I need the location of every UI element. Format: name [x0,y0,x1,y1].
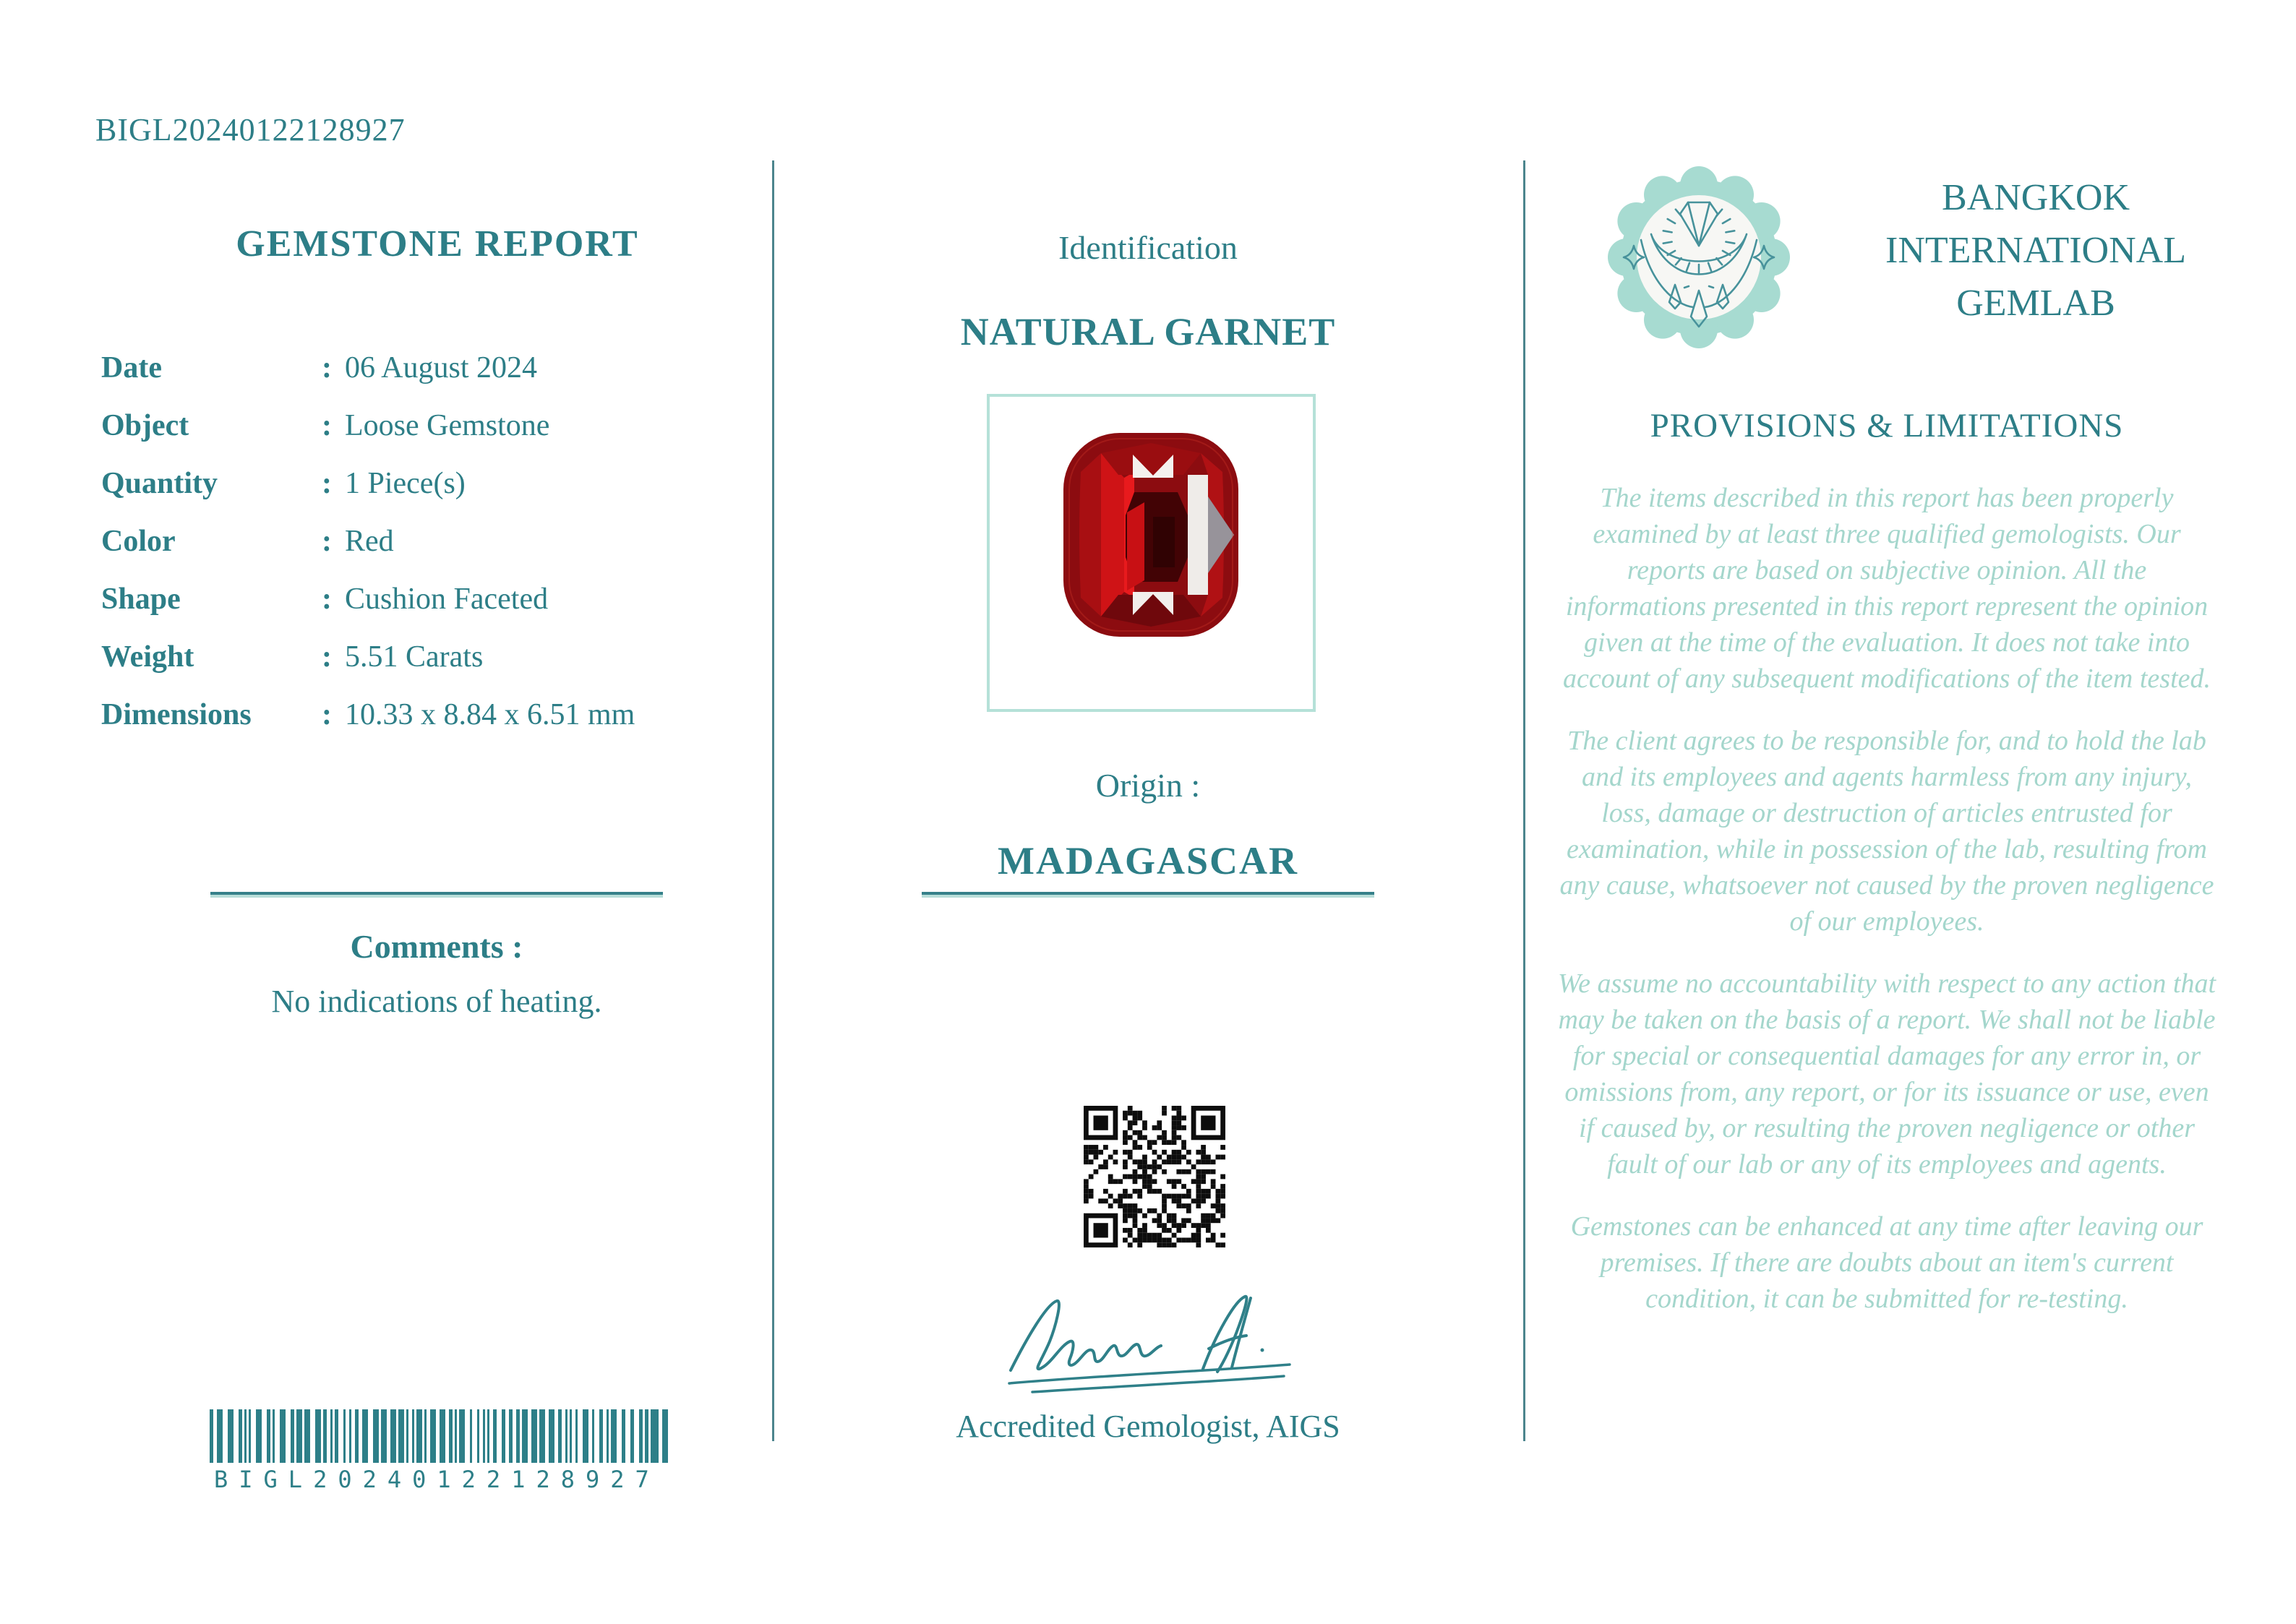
field-colon: : [322,698,332,731]
barcode-text: BIGL20240122128927 [214,1466,660,1493]
field-value: 5.51 Carats [345,640,484,674]
detail-row-weight [101,628,766,686]
field-colon: : [322,467,332,500]
lab-name-line: GEMLAB [1956,283,2115,324]
lab-name-line: BANGKOK [1942,177,2130,218]
lab-name [1851,171,2221,330]
field-label: Quantity [101,467,218,500]
lab-logo [1605,163,1793,351]
field-value: Red [345,525,394,558]
provisions-paragraph: We assume no accountability with respect to any action that may be taken on the basis of a report. We shall not be liable for special or consequential damages for any error in, or omissions from, any report, or for its issuance or use, even if caused by, or resulting the proven negligence or other fault of our lab or any of its employees and agents. [1557,968,2216,1180]
provisions-paragraph: The items described in this report has been properly examined by at least three qualified gemologists. Our reports are based on subjective opinion. All the informations presented in this report represent the opinion given at the time of the evaluation. It does not take into account of any subsequent modifications of the item tested. [1562,483,2211,694]
comments-divider-rule [210,892,663,895]
field-value: 1 Piece(s) [345,467,466,500]
field-colon: : [322,640,332,674]
species-name: NATURAL GARNET [960,310,1336,353]
field-label: Weight [101,640,194,674]
field-label: Shape [101,583,181,616]
detail-row-shape [101,570,766,628]
origin-value: MADAGASCAR [998,839,1298,882]
detail-row-quantity [101,455,766,512]
comments-label: Comments : [350,928,523,965]
origin-divider-rule [922,892,1374,895]
comments-text: No indications of heating. [271,984,602,1019]
certificate-number: BIGL20240122128927 [95,112,406,147]
column-divider-right [1523,160,1525,1441]
detail-row-color [101,512,766,570]
gemstone-photo [1061,430,1241,640]
provisions-title: PROVISIONS & LIMITATIONS [1650,407,2124,444]
field-colon: : [322,409,332,442]
identification-heading: Identification [1058,229,1238,266]
field-value: 10.33 x 8.84 x 6.51 mm [345,698,635,731]
provisions-paragraph: Gemstones can be enhanced at any time after leaving our premises. If there are doubts about an item's current condition, it can be submitted for re-testing. [1570,1211,2203,1314]
field-colon: : [322,351,332,384]
report-details [101,339,766,744]
gemstone-photo-frame [987,394,1316,712]
qr-code [1084,1106,1225,1247]
report-title: GEMSTONE REPORT [236,223,639,265]
field-label: Date [101,351,162,384]
provisions-paragraph: The client agrees to be responsible for, and to hold the lab and its employees and agents harmless from any injury, loss, damage or destruction of articles entrusted for examination, while in possession of the lab, resulting from any cause, whatsoever not caused by the proven negligence of our employees. [1559,726,2214,937]
signature [989,1292,1307,1401]
detail-row-object [101,397,766,455]
field-value: 06 August 2024 [345,351,538,384]
provisions-paragraphs [1554,480,2219,1343]
field-colon: : [322,525,332,558]
field-label: Dimensions [101,698,252,731]
barcode [210,1409,668,1463]
detail-row-dimensions [101,686,766,744]
field-value: Cushion Faceted [345,583,549,616]
origin-label: Origin : [1095,767,1201,804]
field-label: Color [101,525,176,558]
field-colon: : [322,583,332,616]
field-label: Object [101,409,189,442]
column-divider-left [772,160,774,1441]
detail-row-date [101,339,766,397]
lab-name-line: INTERNATIONAL [1885,230,2186,271]
field-value: Loose Gemstone [345,409,550,442]
signer-title: Accredited Gemologist, AIGS [956,1409,1340,1444]
